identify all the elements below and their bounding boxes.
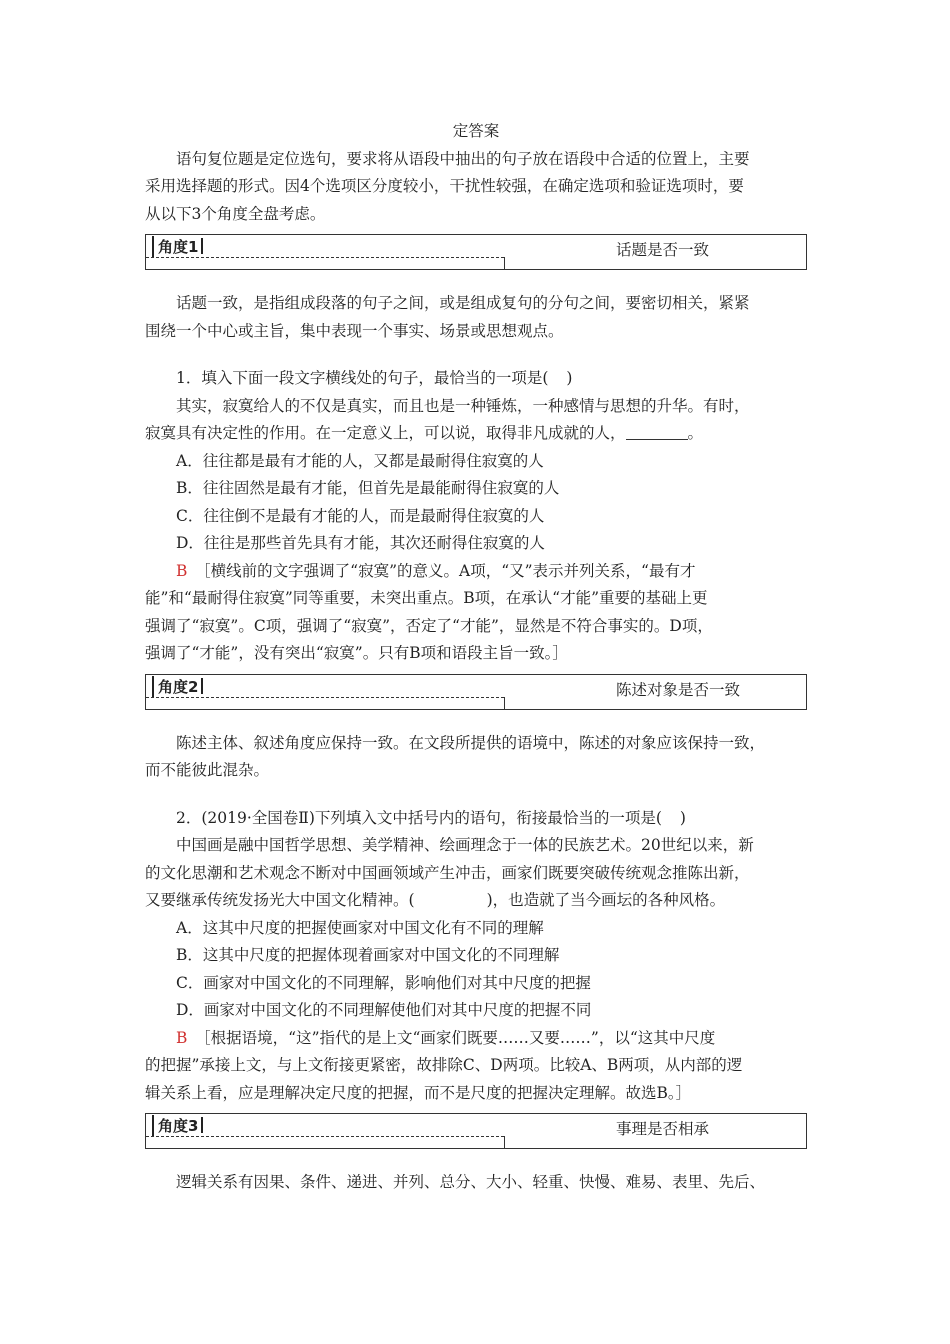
answer-line: B ［横线前的文字强调了“寂寞”的意义。A项，“又”表示并列关系，“最有才 (176, 561, 696, 580)
intro-line: 语句复位题是定位选句，要求将从语段中抽出的句子放在语段中合适的位置上，主要 (176, 149, 750, 168)
answer-letter: B (176, 561, 188, 580)
option-d: D．往往是那些首先具有才能，其次还耐得住寂寞的人 (176, 534, 545, 552)
question-passage: 其实，寂寞给人的不仅是真实，而且也是一种锤炼，一种感情与思想的升华。有时， (176, 396, 750, 415)
answer-line: 强调了“才能”，没有突出“寂寞”。只有B项和语段主旨一致。］ (145, 644, 568, 662)
section-header-angle-2 (145, 674, 807, 710)
answer-line: 强调了“寂寞”。C项，强调了“寂寞”，否定了“才能”，显然是不符合事实的。D项， (145, 616, 713, 635)
explain-line: 陈述主体、叙述角度应保持一致。在文段所提供的语境中，陈述的对象应该保持一致， (176, 733, 766, 752)
explain-line: 逻辑关系有因果、条件、递进、并列、总分、大小、轻重、快慢、难易、表里、先后、 (176, 1173, 766, 1191)
page-heading: 定答案 (452, 122, 500, 140)
option-c: C．画家对中国文化的不同理解，影响他们对其中尺度的把握 (176, 973, 591, 992)
section-tag: 角度1 (152, 236, 203, 258)
dashed-divider (146, 697, 504, 698)
section-header-angle-1 (145, 234, 807, 270)
option-a: A．这其中尺度的把握使画家对中国文化有不同的理解 (176, 918, 544, 937)
option-a: A．往往都是最有才能的人，又都是最耐得住寂寞的人 (176, 451, 544, 470)
question-stem: 2．(2019·全国卷Ⅱ)下列填入文中括号内的语句，衔接最恰当的一项是( ) (176, 808, 686, 827)
explain-line: 而不能彼此混杂。 (145, 761, 270, 779)
question-passage: 又要继承传统发扬光大中国文化精神。( )，也造就了当今画坛的各种风格。 (145, 891, 726, 909)
question-passage: 的文化思潮和艺术观念不断对中国画领域产生冲击，画家们既要突破传统观念推陈出新， (145, 863, 750, 882)
question-passage: 中国画是融中国哲学思想、美学精神、绘画理念于一体的民族艺术。20世纪以来，新 (176, 836, 754, 854)
document-page (145, 118, 807, 1197)
intro-line: 从以下3个角度全盘考虑。 (145, 204, 326, 223)
section-header-angle-3 (145, 1113, 807, 1149)
answer-letter: B (176, 1028, 188, 1047)
fill-blank (626, 425, 688, 440)
intro-line: 采用选择题的形式。因4个选项区分度较小，干扰性较强，在确定选项和验证选项时，要 (145, 177, 744, 195)
option-d: D．画家对中国文化的不同理解使他们对其中尺度的把握不同 (176, 1001, 592, 1019)
explain-line: 围绕一个中心或主旨，集中表现一个事实、场景或思想观点。 (145, 321, 564, 340)
question-passage: 寂寞具有决定性的作用。在一定意义上，可以说，取得非凡成就的人， 。 (145, 424, 704, 442)
option-b: B．这其中尺度的把握体现着画家对中国文化的不同理解 (176, 946, 560, 964)
dashed-divider (146, 257, 504, 258)
answer-line: 能”和“最耐得住寂寞”同等重要，未突出重点。B项，在承认“才能”重要的基础上更 (145, 589, 708, 607)
option-b: B．往往固然是最有才能，但首先是最能耐得住寂寞的人 (176, 479, 560, 497)
question-stem: 1．填入下面一段文字横线处的句子，最恰当的一项是( ) (176, 369, 573, 387)
answer-line: B ［根据语境，“这”指代的是上文“画家们既要……又要……”，以“这其中尺度 (176, 1028, 716, 1047)
answer-line: 的把握”承接上文，与上文衔接更紧密，故排除C、D两项。比较A、B两项，从内部的逻 (145, 1056, 743, 1074)
explain-line: 话题一致，是指组成段落的句子之间，或是组成复句的分句之间，要密切相关，紧紧 (176, 294, 750, 312)
section-title: 陈述对象是否一致 (616, 680, 741, 699)
section-title: 事理是否相承 (616, 1120, 710, 1138)
section-tag: 角度3 (152, 1115, 203, 1137)
section-title: 话题是否一致 (616, 241, 710, 259)
answer-line: 辑关系上看，应是理解决定尺度的把握，而不是尺度的把握决定理解。故选B。］ (145, 1083, 692, 1102)
option-c: C．往往倒不是最有才能的人，而是最耐得住寂寞的人 (176, 506, 545, 525)
dashed-divider (146, 1136, 504, 1137)
section-tag: 角度2 (152, 676, 203, 698)
